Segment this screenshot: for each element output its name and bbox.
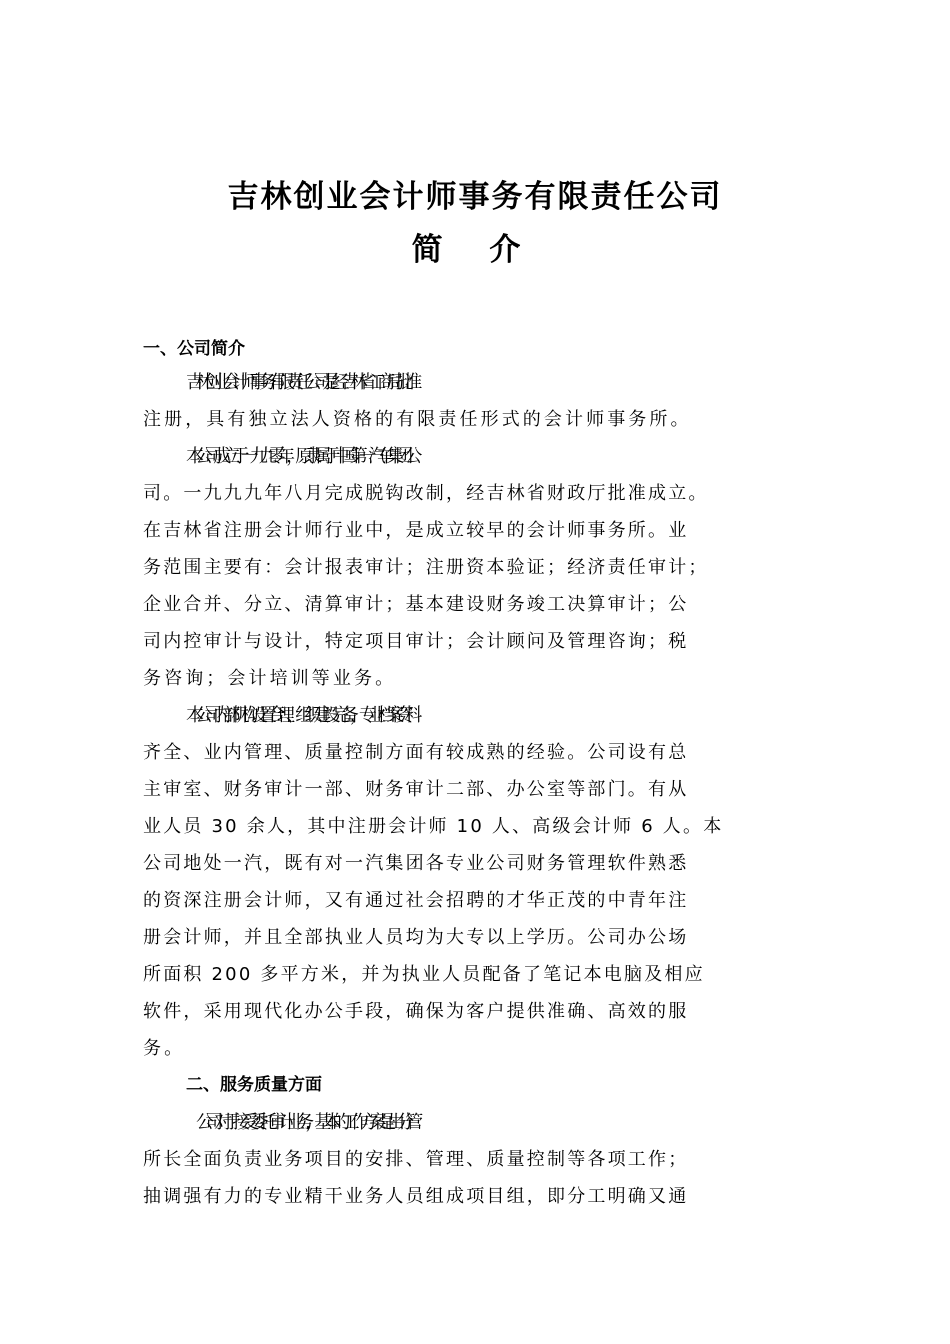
paragraph-line: 务咨询；会计培训等业务。 (143, 668, 397, 689)
paragraph-line: 司。一九九九年八月完成脱钩改制，经吉林省财政厅批准成立。 (143, 483, 709, 504)
paragraph-line: 业人员 30 余人，其中注册会计师 10 人、高级会计师 6 人。本 (143, 816, 724, 837)
paragraph-line: 务范围主要有：会计报表审计；注册资本验证；经济责任审计； (143, 557, 709, 578)
paragraph-line: 在吉林省注册会计师行业中，是成立较早的会计师事务所。业 (143, 520, 689, 541)
paragraph-line: 企业合并、分立、清算审计；基本建设财务竣工决算审计；公 (143, 594, 689, 615)
paragraph-line: 齐全、业内管理、质量控制方面有较成熟的经验。公司设有总 (143, 742, 689, 763)
document-title: 吉林创业会计师事务有限责任公司 (227, 179, 723, 215)
document-subtitle: 简 介 (411, 232, 539, 268)
paragraph-line: 务。 (143, 1038, 186, 1059)
paragraph-line: 所长全面负责业务项目的安排、管理、质量控制等各项工作； (143, 1149, 689, 1170)
paragraph-line: 所面积 200 多平方米，并为执业人员配备了笔记本电脑及相应 (143, 964, 705, 985)
paragraph-line: 司内控审计与设计，特定项目审计；会计顾问及管理咨询；税 (143, 631, 689, 652)
paragraph-line: 软件，采用现代化办公手段，确保为客户提供准确、高效的服 (143, 1001, 689, 1022)
paragraph-line: 本公司内部机构设置合理、组织建设完备，专业档案资料 (186, 705, 414, 726)
paragraph-line: 抽调强有力的专业精干业务人员组成项目组，即分工明确又通 (143, 1186, 689, 1207)
paragraph-line: 册会计师，并且全部执业人员均为大专以上学历。公司办公场 (143, 927, 689, 948)
paragraph-line: 的资深注册会计师，又有通过社会招聘的才华正茂的中青年注 (143, 890, 689, 911)
paragraph-line: 本公司成立于一九九零年，原隶属于中国第一汽车集团公 (186, 446, 414, 467)
section-heading-company-intro: 一、公司简介 (143, 339, 245, 359)
paragraph-line: 注册，具有独立法人资格的有限责任形式的会计师事务所。 (143, 409, 692, 430)
paragraph-line: 公司地处一汽，既有对一汽集团各专业公司财务管理软件熟悉 (143, 853, 689, 874)
paragraph-line: 主审室、财务审计一部、财务审计二部、办公室等部门。有从 (143, 779, 689, 800)
section-heading-service-quality: 二、服务质量方面 (186, 1075, 322, 1095)
paragraph-line: 吉林创业会计师事务有限责任公司是经吉林省工商局批准 (186, 372, 414, 393)
paragraph-line: 公司对于接受委托审计业务，基本的工作方案是由分管 (196, 1112, 415, 1133)
